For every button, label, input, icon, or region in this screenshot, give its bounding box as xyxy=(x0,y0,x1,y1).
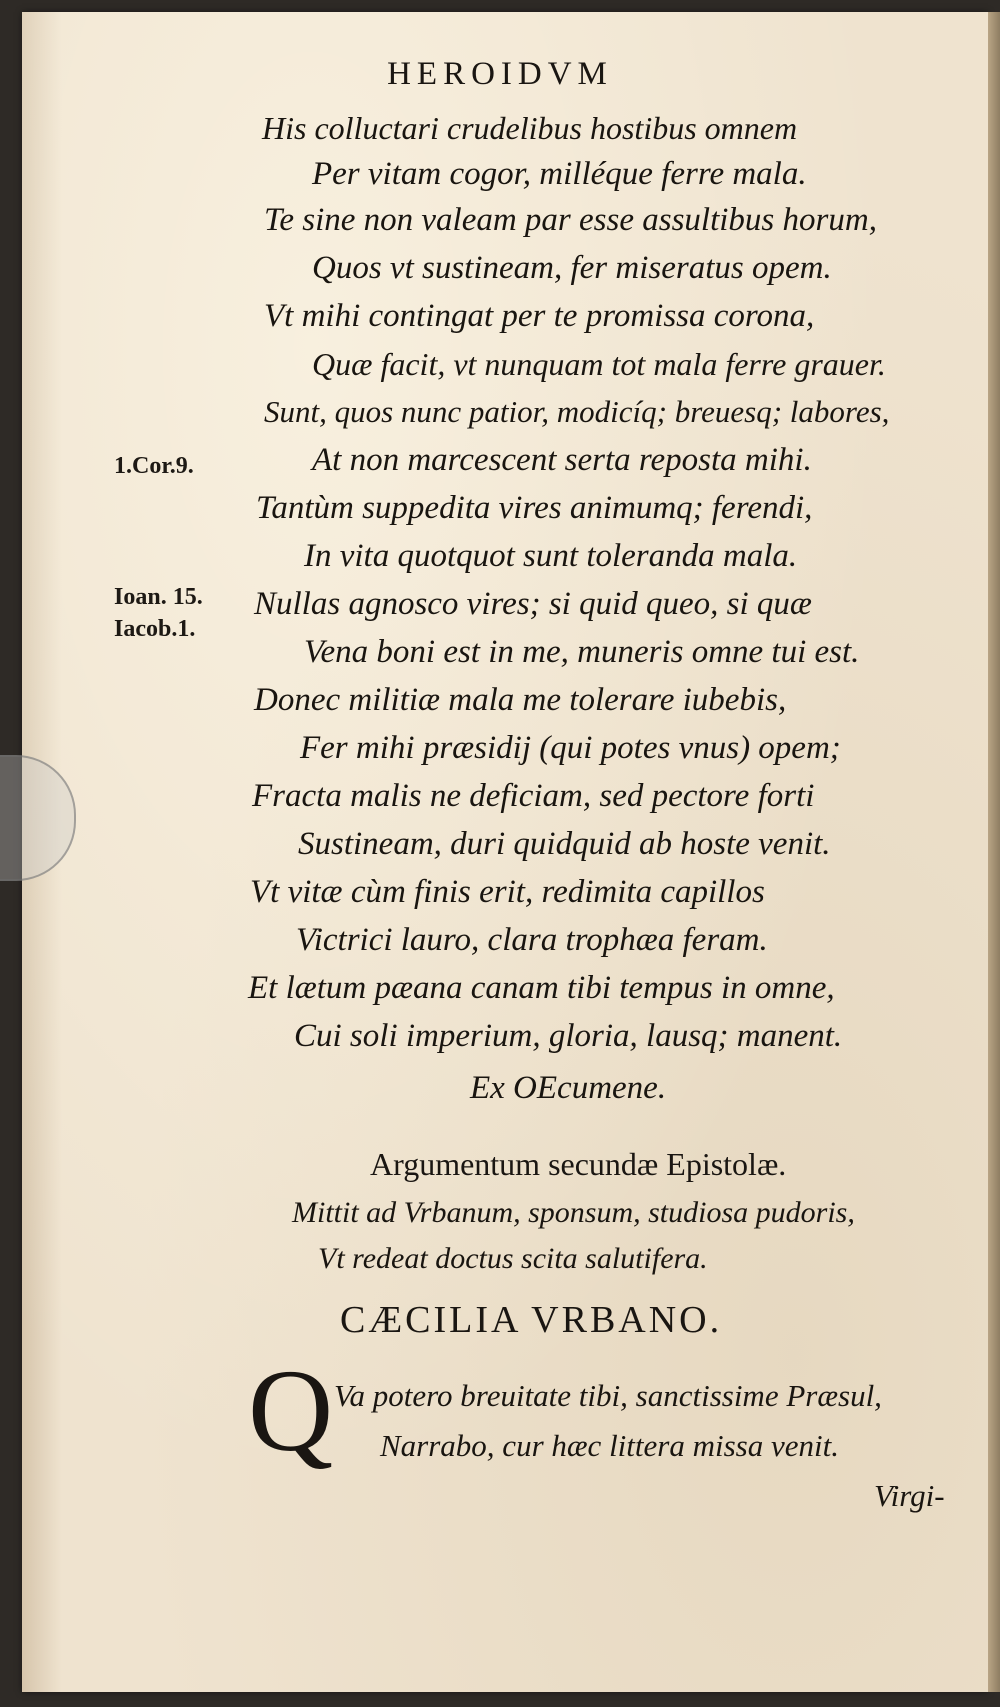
subscription: Ex OEcumene. xyxy=(470,1070,667,1106)
verse-line: Vt vitæ cùm finis erit, redimita capillos xyxy=(250,874,765,910)
verse-line: Vt mihi contingat per te promissa corona, xyxy=(264,298,815,334)
verse-line: Te sine non valeam par esse assultibus horum, xyxy=(264,202,877,238)
page-fore-edge xyxy=(988,12,1000,1692)
argument-title: Argumentum secundæ Epistolæ. xyxy=(370,1146,787,1182)
verse-line: At non marcescent serta reposta mihi. xyxy=(312,442,812,478)
running-head: HEROIDVM xyxy=(387,56,613,92)
argument-line-1: Mittit ad Vrbanum, sponsum, studiosa pudoris, xyxy=(292,1196,855,1229)
verse-line: Quos vt sustineam, fer miseratus opem. xyxy=(312,250,832,286)
verse-line: Tantùm suppedita vires animumq; ferendi, xyxy=(256,490,813,526)
verse-line: Fracta malis ne deficiam, sed pectore forti xyxy=(252,778,815,814)
verse-line: Nullas agnosco vires; si quid queo, si quæ xyxy=(254,586,812,622)
margin-note-iacob: Iacob.1. xyxy=(114,616,196,642)
epistle-line-2: Narrabo, cur hæc littera missa venit. xyxy=(380,1428,839,1463)
verse-line: Quæ facit, vt nunquam tot mala ferre grauer. xyxy=(312,346,886,382)
margin-note-1cor: 1.Cor.9. xyxy=(114,453,194,479)
verse-line: Sunt, quos nunc patior, modicíq; breuesq; labores, xyxy=(264,394,890,429)
epistle-title: CÆCILIA VRBANO. xyxy=(340,1299,723,1341)
verse-line: Fer mihi præsidij (qui potes vnus) opem; xyxy=(300,730,841,766)
margin-note-ioan: Ioan. 15. xyxy=(114,584,203,610)
argument-line-2: Vt redeat doctus scita salutifera. xyxy=(318,1242,708,1275)
drop-cap: Q xyxy=(248,1345,334,1476)
verse-line: Victrici lauro, clara trophæa feram. xyxy=(296,922,768,958)
verse-line: Vena boni est in me, muneris omne tui est. xyxy=(304,634,860,670)
epistle-line-1: Va potero breuitate tibi, sanctissime Præsul, xyxy=(334,1378,882,1413)
verse-line: Per vitam cogor, milléque ferre mala. xyxy=(312,156,807,192)
verse-line: Et lætum pæana canam tibi tempus in omne, xyxy=(248,970,835,1006)
verse-line: Cui soli imperium, gloria, lausq; manent. xyxy=(294,1018,843,1054)
verse-line: Donec militiæ mala me tolerare iubebis, xyxy=(254,682,787,718)
verse-line: Sustineam, duri quidquid ab hoste venit. xyxy=(298,826,831,862)
catchword: Virgi- xyxy=(874,1478,945,1513)
verse-line: His colluctari crudelibus hostibus omnem xyxy=(262,110,798,146)
verse-line: In vita quotquot sunt toleranda mala. xyxy=(304,538,798,574)
